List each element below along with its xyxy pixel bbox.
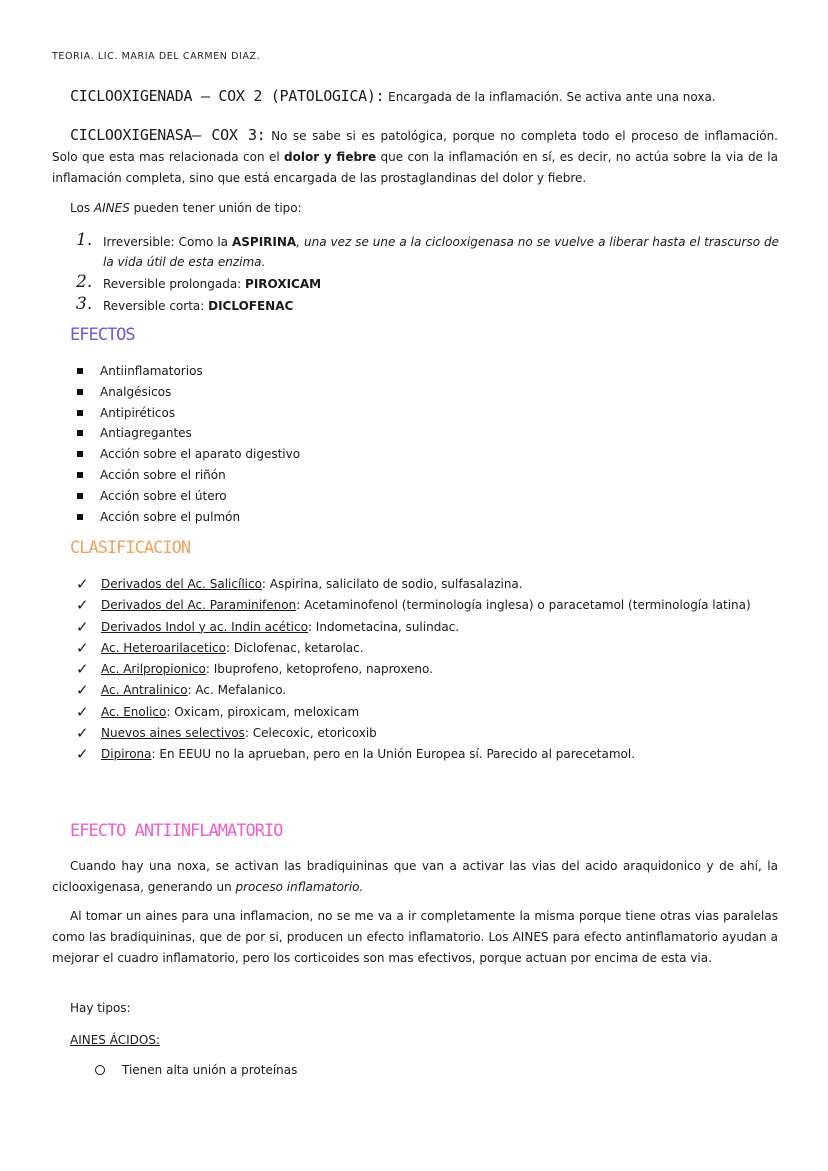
hay-tipos: Hay tipos: bbox=[70, 1001, 131, 1015]
cox2-paragraph bbox=[52, 86, 778, 108]
cox3-bold: dolor y fiebre bbox=[284, 150, 377, 164]
list-item bbox=[53, 296, 779, 316]
bullet-circle-icon bbox=[95, 1065, 105, 1075]
bullet-square-icon bbox=[77, 430, 83, 436]
list-number: 3. bbox=[76, 294, 93, 314]
cox3-title: CICLOOXIGENASA– COX 3: bbox=[70, 126, 266, 144]
antiinflamatorio-p2 bbox=[52, 906, 778, 969]
bullet-square-icon bbox=[77, 389, 83, 395]
union-pre: Irreversible: Como la bbox=[103, 235, 232, 249]
class-term: Derivados del Ac. Paraminifenon bbox=[101, 598, 297, 613]
union-types-list bbox=[53, 232, 779, 316]
class-desc: : Acetaminofenol (terminología inglesa) o paracetamol (terminología latina) bbox=[296, 598, 751, 613]
union-pre: Reversible corta: bbox=[103, 299, 209, 313]
aines-acidos-heading: AINES ÁCIDOS: bbox=[70, 1033, 160, 1047]
class-desc: : Aspirina, salicilato de sodio, sulfasalazina. bbox=[261, 577, 523, 591]
bullet-square-icon bbox=[77, 451, 83, 457]
clasificacion-list bbox=[53, 574, 779, 766]
class-term: Ac. Arilpropionico bbox=[101, 662, 206, 677]
list-item bbox=[53, 723, 779, 744]
union-drug: ASPIRINA bbox=[231, 235, 297, 249]
list-item bbox=[52, 465, 752, 486]
list-item bbox=[53, 595, 779, 616]
class-term: Ac. Enolico bbox=[101, 704, 167, 719]
bullet-square-icon bbox=[77, 368, 83, 374]
class-term: Ac. Heteroarilacetico bbox=[101, 640, 226, 655]
cox3-paragraph bbox=[52, 125, 778, 189]
list-item bbox=[53, 232, 779, 272]
checkmark-icon: ✓ bbox=[76, 660, 89, 679]
list-item-text: Acción sobre el pulmón bbox=[100, 509, 241, 524]
aines-acidos-list bbox=[95, 1060, 297, 1080]
class-desc: : Oxicam, piroxicam, meloxicam bbox=[166, 704, 360, 719]
class-desc: : Celecoxic, etoricoxib bbox=[244, 726, 377, 741]
aines-union-post: pueden tener unión de tipo: bbox=[129, 201, 302, 215]
bullet-square-icon bbox=[77, 410, 83, 416]
class-desc: : Ac. Mefalanico. bbox=[187, 683, 287, 698]
class-term: Derivados Indol y ac. Indin acético bbox=[101, 619, 308, 634]
list-item bbox=[95, 1060, 297, 1080]
union-pre: Reversible prolongada: bbox=[103, 277, 246, 291]
cox3-text-c: que con la inflamación en sí, es decir, no actúa sobre la via de la inflamación completa, sino que está encargada de las prostaglandinas del dolor y fiebre. bbox=[52, 150, 778, 185]
p2-text: Al tomar un aines para una inflamacion, no se me va a ir completamente la misma porque tiene otras vias paralelas como las bradiquininas, que de por si, producen un efecto inflamatorio. Los AINES para efecto antinflamatorio ayudan a mejorar el cuadro inflamatorio, pero los corticoides son mas efectivos, porque actuan por encima de esta via. bbox=[52, 909, 778, 965]
list-item bbox=[52, 403, 752, 424]
list-item bbox=[52, 423, 752, 444]
list-item bbox=[52, 361, 752, 382]
clasificacion-title: CLASIFICACION bbox=[70, 538, 191, 558]
aines-union-pre: Los bbox=[70, 201, 94, 215]
list-item bbox=[53, 702, 779, 723]
antiinflamatorio-p1 bbox=[52, 856, 778, 898]
bullet-square-icon bbox=[77, 472, 83, 478]
checkmark-icon: ✓ bbox=[76, 575, 89, 593]
union-drug: DICLOFENAC bbox=[208, 299, 294, 313]
efectos-list bbox=[52, 361, 752, 527]
antiinflamatorio-title: EFECTO ANTIINFLAMATORIO bbox=[70, 821, 283, 841]
class-desc: : Ibuprofeno, ketoprofeno, naproxeno. bbox=[205, 662, 433, 677]
list-item-text: Antipiréticos bbox=[100, 405, 176, 420]
class-term: Ac. Antralinico bbox=[101, 683, 188, 698]
checkmark-icon: ✓ bbox=[76, 745, 89, 764]
cox2-text: Encargada de la inflamación. Se activa ante una noxa. bbox=[384, 90, 716, 104]
bullet-square-icon bbox=[77, 514, 83, 520]
document-header: TEORIA. LIC. MARIA DEL CARMEN DIAZ. bbox=[52, 51, 261, 62]
list-number: 1. bbox=[76, 230, 93, 250]
p1-text: Cuando hay una noxa, se activan las bradiquininas que van a activar las vias del acido araquidonico y de ahí, la ciclooxigenasa, generando un bbox=[52, 859, 778, 894]
class-term: Nuevos aines selectivos bbox=[101, 726, 245, 741]
list-item bbox=[52, 444, 752, 465]
list-item bbox=[53, 638, 779, 659]
list-item bbox=[52, 486, 752, 507]
list-item-text: Acción sobre el aparato digestivo bbox=[100, 447, 301, 462]
checkmark-icon: ✓ bbox=[76, 724, 89, 743]
list-item-text: Acción sobre el riñón bbox=[100, 467, 226, 482]
list-item-text: Antiinflamatorios bbox=[100, 364, 203, 378]
class-desc: : En EEUU no la aprueban, pero en la Unión Europea sí. Parecido al parecetamol. bbox=[151, 747, 636, 762]
checkmark-icon: ✓ bbox=[76, 596, 89, 615]
list-item bbox=[52, 507, 752, 528]
list-item bbox=[53, 680, 779, 701]
list-item bbox=[53, 617, 779, 638]
checkmark-icon: ✓ bbox=[76, 617, 89, 636]
union-drug: PIROXICAM bbox=[245, 277, 322, 291]
list-item bbox=[52, 382, 752, 403]
list-item bbox=[53, 574, 779, 595]
list-number: 2. bbox=[76, 272, 93, 292]
list-item bbox=[53, 744, 779, 765]
class-desc: : Diclofenac, ketarolac. bbox=[226, 640, 364, 655]
checkmark-icon: ✓ bbox=[76, 638, 89, 657]
efectos-title: EFECTOS bbox=[70, 325, 135, 345]
class-term: Dipirona bbox=[101, 747, 152, 762]
checkmark-icon: ✓ bbox=[76, 702, 89, 721]
list-item-text: Analgésicos bbox=[100, 384, 172, 399]
aines-union-italic: AINES bbox=[93, 201, 130, 215]
cox2-title: CICLOOXIGENADA – COX 2 (PATOLOGICA): bbox=[70, 87, 385, 105]
list-item bbox=[53, 274, 779, 294]
class-term: Derivados del Ac. Salicílico bbox=[101, 577, 262, 591]
list-item-text: Tienen alta unión a proteínas bbox=[122, 1063, 298, 1077]
bullet-square-icon bbox=[77, 493, 83, 499]
checkmark-icon: ✓ bbox=[76, 681, 89, 700]
aines-union-intro bbox=[70, 198, 770, 219]
union-post: , una vez se une a la ciclooxigenasa no se vuelve a liberar hasta el trascurso de la vida útil de esta enzima. bbox=[103, 235, 780, 269]
list-item bbox=[53, 659, 779, 680]
class-desc: : Indometacina, sulindac. bbox=[307, 619, 460, 634]
p1-italic: proceso inflamatorio. bbox=[235, 880, 364, 894]
cox3-text-a: No se sabe si es patológica, porque no completa todo el proceso de inflamación. Solo que esta mas relacionada con el bbox=[52, 129, 778, 164]
list-item-text: Antiagregantes bbox=[100, 426, 192, 441]
list-item-text: Acción sobre el útero bbox=[100, 488, 227, 503]
